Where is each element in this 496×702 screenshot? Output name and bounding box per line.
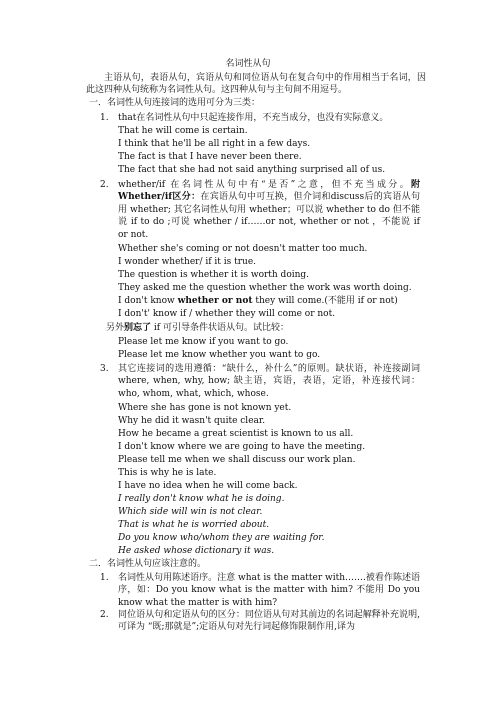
example-line: Please let me know whether you want to go.: [118, 350, 321, 360]
example-line: The fact that she had not said anything surprised all of us.: [118, 165, 386, 175]
section-2-item-1-text: 名词性从句用陈述语序。注意 what is the matter with…….被看作陈述语序，如：Do you know what is the matter with him? 不能用 Do you know what the matter is with him?: [118, 573, 420, 608]
example-line-bold: [118, 295, 398, 307]
if-note-line: [106, 322, 289, 334]
example-line: Whether she's coming or not doesn't matter too much.: [118, 244, 368, 254]
example-line: Why he did it wasn't quite clear.: [118, 416, 266, 426]
item-2-text-b: 在宾语从句中可互换，但介词和discuss后的宾语从句用 whether; 其它名词性从句用 whether；可以说 whether to do 但不能说 if to do ;可说 whether / if……or not, whether or not ，不能说 if or not.: [118, 192, 421, 240]
example-line: That he will come is certain.: [118, 126, 248, 136]
item-1-text: that在名词性从句中只起连接作用，不充当成分，也没有实际意义。: [118, 113, 389, 123]
example-line-italic: Do you know who/whom they are waiting for.: [118, 533, 325, 543]
note-pre: 另外: [106, 323, 125, 333]
item-3-number: 3.: [100, 364, 109, 374]
example-line-italic: He asked whose dictionary it was.: [118, 546, 275, 556]
item-2-number: 2.: [100, 610, 109, 620]
example-line-italic: Which side will win is not clear.: [118, 507, 263, 517]
example-line: I think that he'll be all right in a few days.: [118, 139, 311, 149]
item-1-number: 1.: [100, 113, 109, 123]
example-bold-post: they will come.(不能用 if or not): [252, 296, 398, 306]
example-line-italic: I really don't know what he is doing.: [118, 494, 285, 504]
example-line: I don't' know if / whether they will come or not.: [118, 309, 336, 319]
example-line: I wonder whether/ if it is true.: [118, 257, 257, 267]
section-2-heading: 二．名词性从句应该注意的。: [89, 559, 207, 569]
example-bold-term: whether or not: [177, 296, 253, 306]
section-1-heading: 一．名词性从句连接词的选用可分为三类：: [89, 98, 261, 108]
example-line: The question is whether it is worth doing.: [118, 270, 310, 280]
item-2-number: 2.: [100, 180, 109, 190]
example-line-italic: That is what he is worried about.: [118, 520, 270, 530]
page-title: 名词性从句: [225, 59, 271, 69]
example-line: Where she has gone is not known yet.: [118, 403, 292, 413]
section-2-item-2-text: 同位语从句和定语从句的区分：同位语从句对其前边的名词起解释补充说明,可译为 “既;那就是”;定语从句对先行词起修饰限制作用,译为: [118, 610, 420, 633]
item-1-number: 1.: [100, 573, 109, 583]
item-3-text: 其它连接词的选用遵循：“缺什么，补什么”的原则。缺状语，补连接副词 where, when, why, how; 缺主语，宾语，表语，定语，补连接代词：who, whom, what, which, whose.: [118, 364, 420, 399]
example-line: They asked me the question whether the work was worth doing.: [118, 283, 412, 293]
example-line: How he became a great scientist is known to us all.: [118, 429, 354, 439]
example-line: Please tell me when we shall discuss our work plan.: [118, 455, 356, 465]
item-2-text: [118, 179, 420, 241]
note-post: if 可引导条件状语从句。试比较：: [151, 323, 289, 333]
example-bold-pre: I don't know: [118, 296, 178, 306]
example-line: Please let me know if you want to go.: [118, 337, 289, 347]
example-line: I don't know where we are going to have the meeting.: [118, 442, 366, 452]
example-line: The fact is that I have never been there.: [118, 152, 302, 162]
example-line: This is why he is late.: [118, 468, 217, 478]
item-2-text-a: whether/if 在名词性从句中有“是否”之意，但不充当成分。: [118, 180, 411, 190]
whether-if-note-label: 附Whether/if区分：: [118, 180, 420, 203]
note-bold: 别忘了: [124, 323, 152, 333]
example-line: I have no idea when he will come back.: [118, 481, 298, 491]
intro-paragraph: 主语从句，表语从句，宾语从句和同位语从句在复合句中的作用相当于名词，因此这四种从句统称为名词性从句。这四种从句与主句间不用逗号。: [86, 73, 426, 96]
